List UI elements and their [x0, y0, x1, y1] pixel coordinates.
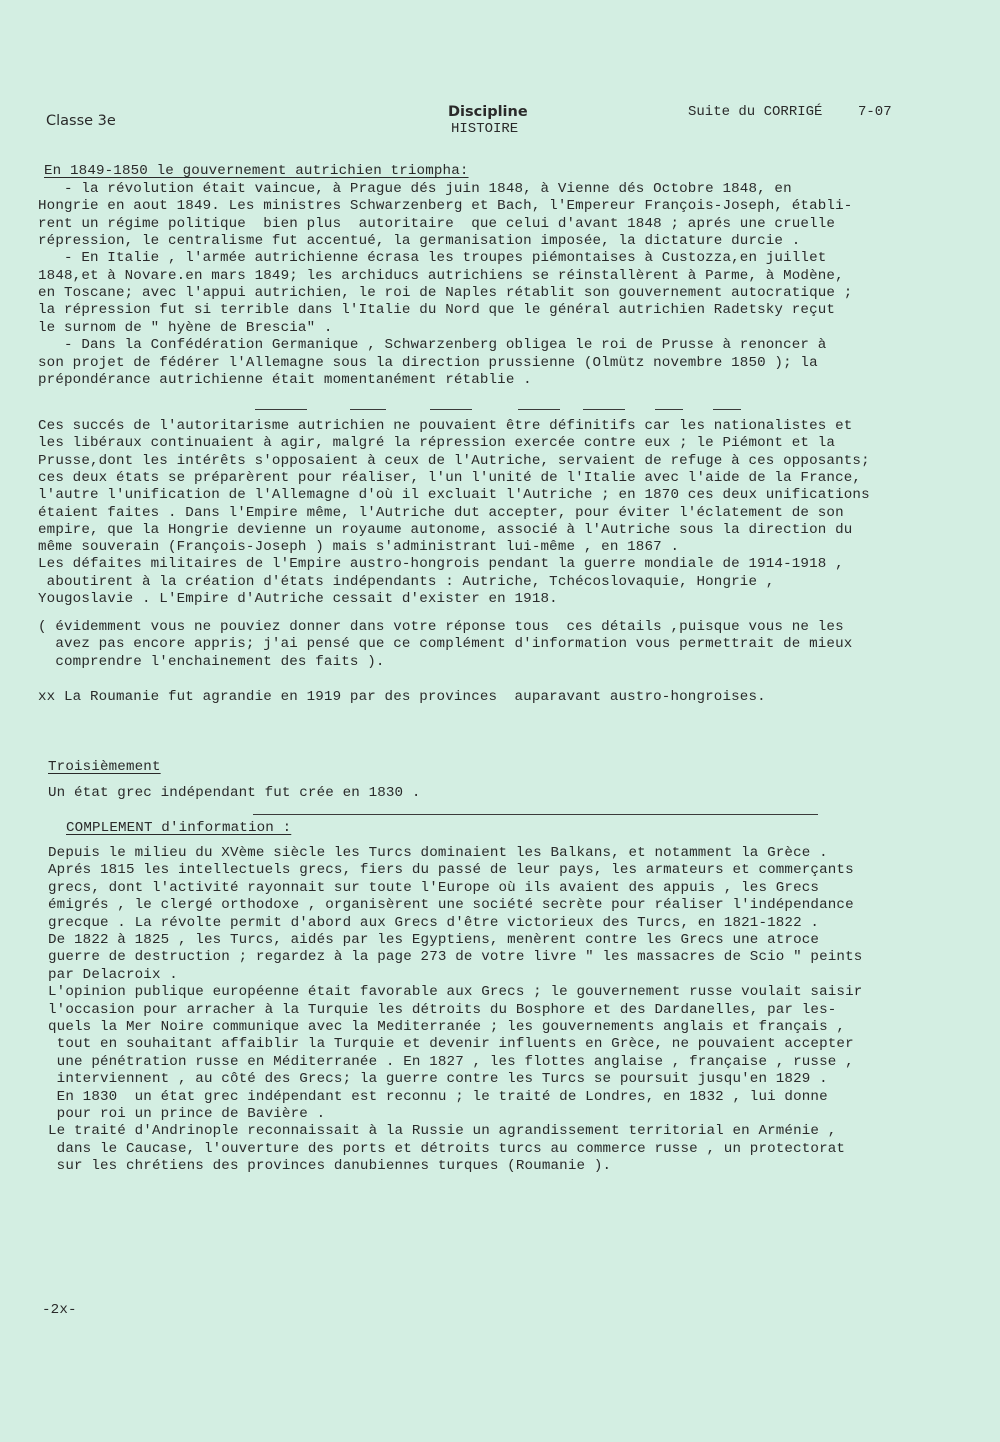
class-label: Classe 3e — [46, 113, 116, 129]
text-line: - Dans la Confédération Germanique , Schwarzenberg obligea le roi de Prusse à renoncer à — [38, 337, 827, 354]
text-line: Yougoslavie . L'Empire d'Autriche cessait d'exister en 1918. — [38, 591, 558, 607]
text-line: l'autre l'unification de l'Allemagne d'où il excluait l'Autriche ; en 1870 ces deux unifications — [38, 487, 870, 504]
text-line: Prusse,dont les intérêts s'opposaient à ceux de l'Autriche, servaient de refuge à ces opposants; — [38, 452, 870, 469]
text-line: En 1830 un état grec indépendant est reconnu ; le traité de Londres, en 1832 , lui donne — [48, 1088, 828, 1105]
text-line: De 1822 à 1825 , les Turcs, aidés par les Egyptiens, menèrent contre les Grecs une atroce — [48, 932, 820, 948]
separator-dash — [655, 409, 683, 410]
document-code: 7-07 — [858, 104, 892, 120]
text-line: sur les chrétiens des provinces danubiennes turques (Roumanie ). — [48, 1158, 612, 1175]
text-line: Ces succés de l'autoritarisme autrichien ne pouvaient être définitifs car les nationalistes et — [38, 418, 853, 434]
text-line: tout en souhaitant affaiblir la Turquie et devenir influents en Grèce, ne pouvaient accepter — [48, 1036, 854, 1053]
separator-line — [253, 814, 818, 815]
separator-dash — [583, 409, 625, 410]
page-number: -2x- — [42, 1302, 77, 1318]
text-line: par Delacroix . — [48, 966, 178, 983]
text-line: en Toscane; avec l'appui autrichien, le roi de Naples rétablit son gouvernement autocratique ; — [38, 285, 853, 302]
discipline-label: Discipline — [448, 104, 528, 120]
text-line: les libéraux continuaient à agir, malgré la répression exercée contre eux ; le Piémont et la — [38, 435, 836, 452]
text-line: L'opinion publique européenne était favorable aux Grecs ; le gouvernement russe voulait saisir — [48, 984, 863, 1001]
text-line: Les défaites militaires de l'Empire austro-hongrois pendant la guerre mondiale de 1914-1918 , — [38, 556, 844, 573]
text-line: rent un régime politique bien plus autoritaire que celui d'avant 1848 ; aprés une cruelle — [38, 215, 836, 232]
text-line: ces deux états se préparèrent pour réaliser, l'un l'unité de l'Italie avec l'aide de la France, — [38, 469, 862, 486]
text-line: répression, le centralisme fut accentué, la germanisation imposée, la dictature durcie . — [38, 233, 801, 250]
text-line: quels la Mer Noire communique avec la Mediterranée ; les gouvernements anglais et français , — [48, 1019, 846, 1035]
separator-dash — [713, 409, 741, 410]
text-line: - En Italie , l'armée autrichienne écrasa les troupes piémontaises à Custozza,en juillet — [38, 250, 827, 267]
section4-heading: Troisièmement — [48, 759, 161, 775]
text-line: Depuis le milieu du XVème siècle les Turcs dominaient les Balkans, et notamment la Grèce . — [48, 845, 828, 861]
text-line: même souverain (François-Joseph ) mais s'administrant lui-même , en 1867 . — [38, 539, 680, 556]
text-line: grecque . La révolte permit d'abord aux Grecs d'être victorieux des Turcs, en 1821-1822 . — [48, 914, 820, 931]
text-line: dans le Caucase, l'ouverture des ports et détroits turcs au commerce russe , un protectorat — [48, 1140, 846, 1157]
text-line: étaient faites . Dans l'Empire même, l'Autriche dut accepter, pour éviter l'éclatement de son — [38, 504, 844, 521]
text-line: Le traité d'Andrinople reconnaissait à la Russie un agrandissement territorial en Arménie , — [48, 1123, 837, 1140]
section1-heading: En 1849-1850 le gouvernement autrichien triompha: — [44, 163, 469, 179]
text-line: empire, que la Hongrie devienne un royaume autonome, associé à l'Autriche sous la direction du — [38, 521, 853, 538]
text-line: guerre de destruction ; regardez à la page 273 de votre livre " les massacres de Scio " peints — [48, 949, 863, 966]
discipline-value: HISTOIRE — [451, 121, 519, 137]
complement-heading: COMPLEMENT d'information : — [66, 820, 292, 836]
text-line: une pénétration russe en Méditerranée . En 1827 , les flottes anglaise , française , russe , — [48, 1053, 854, 1070]
text-line: 1848,et à Novare.en mars 1849; les archiducs autrichiens se réinstallèrent à Parme, à Modène, — [38, 267, 844, 284]
text-line: - la révolution était vaincue, à Prague dés juin 1848, à Vienne dés Octobre 1848, en — [38, 181, 792, 197]
separator-dash — [255, 409, 307, 410]
text-line: Aprés 1815 les intellectuels grecs, fiers du passé de leur pays, les armateurs et commerçants — [48, 862, 854, 879]
text-line: grecs, dont l'activité rayonnait sur toute l'Europe où ils avaient des appuis , les Grecs — [48, 879, 820, 896]
text-line: ( évidemment vous ne pouviez donner dans votre réponse tous ces détails ,puisque vous ne les — [38, 619, 844, 635]
section4-statement: Un état grec indépendant fut crée en 1830 . — [48, 785, 421, 801]
separator-dash — [350, 409, 386, 410]
suite-label: Suite du CORRIGÉ — [688, 104, 823, 120]
text-line: interviennent , au côté des Grecs; la guerre contre les Turcs se poursuit jusqu'en 1829 . — [48, 1071, 828, 1088]
text-line: comprendre l'enchainement des faits ). — [38, 653, 385, 670]
note-roumanie: xx La Roumanie fut agrandie en 1919 par des provinces auparavant austro-hongroises. — [38, 689, 766, 705]
text-line: émigrés , le clergé orthodoxe , organisèrent une société secrète pour réaliser l'indépendance — [48, 897, 854, 914]
text-line: aboutirent à la création d'états indépendants : Autriche, Tchécoslovaquie, Hongrie , — [38, 573, 775, 590]
separator-dash — [518, 409, 560, 410]
text-line: le surnom de " hyène de Brescia" . — [38, 319, 333, 336]
text-line: Hongrie en aout 1849. Les ministres Schwarzenberg et Bach, l'Empereur François-Joseph, établi- — [38, 198, 853, 215]
separator-dash — [430, 409, 472, 410]
text-line: avez pas encore appris; j'ai pensé que ce complément d'information vous permettrait de mieux — [38, 636, 853, 653]
text-line: la répression fut si terrible dans l'Italie du Nord que le général autrichien Radetsky reçut — [38, 302, 836, 319]
text-line: pour roi un prince de Bavière . — [48, 1106, 326, 1122]
text-line: son projet de fédérer l'Allemagne sous la direction prussienne (Olmütz novembre 1850 ); la — [38, 354, 818, 371]
text-line: l'occasion pour arracher à la Turquie les détroits du Bosphore et des Dardanelles, par les- — [48, 1001, 837, 1018]
text-line: prépondérance autrichienne était momentanément rétablie . — [38, 371, 532, 388]
